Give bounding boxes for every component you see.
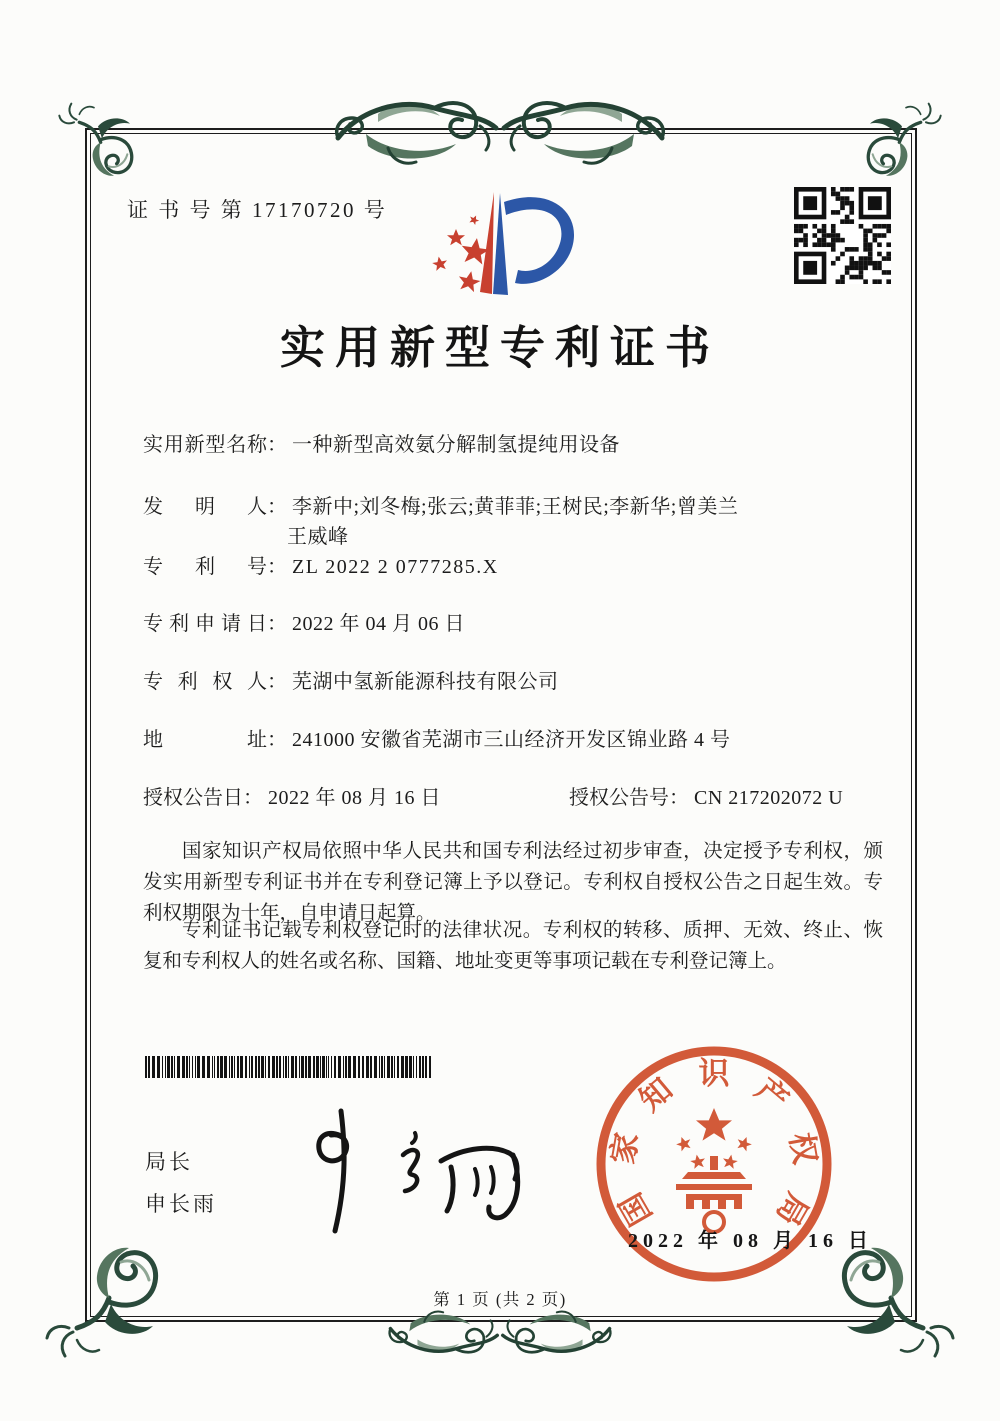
corner-ornament-top-right: [842, 101, 942, 201]
colon: ：: [267, 729, 287, 751]
grant-date-value: 2022 年 08 月 16 日: [268, 787, 441, 809]
national-emblem-icon: [674, 1108, 753, 1232]
seal-date: 2022 年 08 月 16 日: [628, 1230, 873, 1252]
field-row-address: [143, 723, 731, 752]
director-title: 局长: [145, 1150, 193, 1174]
seal-char: 权: [783, 1129, 824, 1167]
field-row-inventors: [143, 490, 738, 519]
field-label: 专利权人: [143, 671, 267, 693]
field-row-patent-no: [143, 550, 499, 579]
colon: ：: [243, 787, 263, 809]
seal-char: 知: [632, 1071, 679, 1119]
certificate-title: 实用新型专利证书: [279, 323, 720, 373]
seal-char: 产: [749, 1071, 796, 1119]
page-footer: 第 1 页 (共 2 页): [433, 1290, 567, 1309]
qr-code: [794, 187, 891, 284]
colon: ：: [267, 496, 287, 518]
seal-char: 识: [698, 1056, 730, 1091]
field-value: 王威峰: [287, 526, 349, 548]
director-name: 申长雨: [145, 1192, 217, 1216]
seal-char: 国: [612, 1187, 659, 1232]
cnipa-patent-logo-icon: [420, 178, 590, 310]
field-value: ZL 2022 2 0777285.X: [292, 556, 499, 578]
field-value: 芜湖中氢新能源科技有限公司: [292, 671, 559, 693]
field-label: 专利号: [143, 556, 267, 578]
certificate-number: 证 书 号 第 17170720 号: [127, 198, 388, 222]
field-row-filing-date: [143, 607, 465, 636]
colon: ：: [267, 671, 287, 693]
grant-no-label: 授权公告号: [569, 787, 669, 809]
colon: ：: [267, 556, 287, 578]
field-value: 241000 安徽省芜湖市三山经济开发区锦业路 4 号: [292, 729, 731, 751]
corner-ornament-top-left: [58, 101, 158, 201]
field-row-inventors-line2: [287, 520, 349, 549]
colon: ：: [267, 434, 287, 456]
legal-paragraph-2: 专利证书记载专利权登记时的法律状况。专利权的转移、质押、无效、终止、恢复和专利权人的姓名或名称、国籍、地址变更等事项记载在专利登记簿上。: [143, 920, 883, 972]
legal-paragraph-1: 国家知识产权局依照中华人民共和国专利法经过初步审查，决定授予专利权，颁发实用新型专利证书并在专利登记簿上予以登记。专利权自授权公告之日起生效。专利权期限为十年，自申请日起算。: [143, 841, 883, 924]
field-value: 一种新型高效氨分解制氢提纯用设备: [292, 434, 620, 456]
field-value: 李新中;刘冬梅;张云;黄菲菲;王树民;李新华;曾美兰: [292, 496, 739, 518]
top-center-ornament: [330, 86, 670, 171]
field-label: 实用新型名称: [143, 434, 267, 456]
bottom-center-ornament: [385, 1306, 615, 1386]
field-row-patentee: [143, 665, 559, 694]
field-value: 2022 年 04 月 06 日: [292, 613, 465, 635]
colon: ：: [669, 787, 689, 809]
field-label: 发明人: [143, 496, 267, 518]
colon: ：: [267, 613, 287, 635]
field-row-name: [143, 428, 620, 457]
grant-no-value: CN 217202072 U: [694, 787, 844, 809]
seal-char: 局: [769, 1187, 816, 1232]
grant-date-label: 授权公告日: [143, 787, 243, 809]
field-label: 专利申请日: [143, 613, 267, 635]
director-signature: [265, 1103, 535, 1238]
corner-ornament-bottom-left: [45, 1210, 195, 1360]
barcode: [145, 1056, 435, 1078]
field-label: 地址: [143, 729, 267, 751]
seal-char: 家: [604, 1129, 645, 1167]
field-row-grant: [143, 781, 843, 810]
